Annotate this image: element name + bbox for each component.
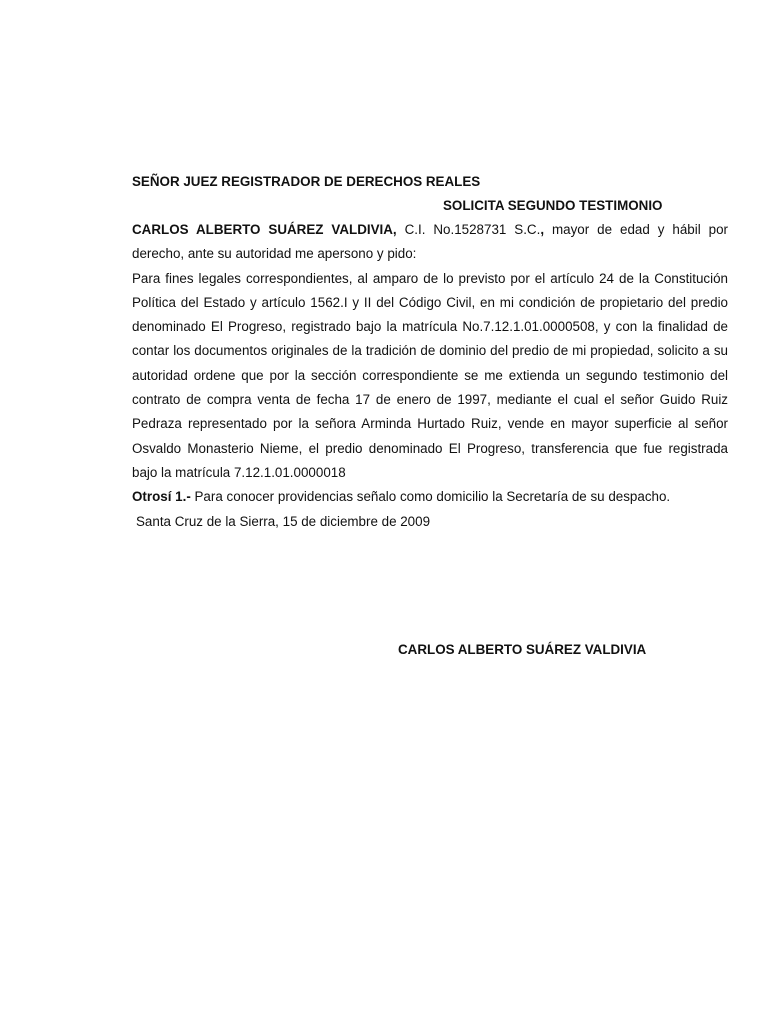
otrosi-text: Para conocer providencias señalo como domicilio la Secretaría de su despacho. [190, 489, 671, 505]
subject-heading: SOLICITA SEGUNDO TESTIMONIO [443, 198, 663, 213]
applicant-name: CARLOS ALBERTO SUÁREZ VALDIVIA, [132, 222, 397, 237]
applicant-id-comma: , [540, 222, 545, 237]
otrosi-paragraph [132, 485, 728, 509]
intro-rest: mayor de edad y hábil por derecho, ante su autoridad me apersono y pido: [132, 222, 728, 262]
signature-name: CARLOS ALBERTO SUÁREZ VALDIVIA [398, 642, 647, 657]
date-line: Santa Cruz de la Sierra, 15 de diciembre de 2009 [136, 513, 431, 529]
intro-paragraph [132, 218, 728, 267]
request-paragraph: Para fines legales correspondientes, al amparo de lo previsto por el artículo 24 de la Constitución Política del Estado y artículo 1562.I y II del Código Civil, en mi condición de propietario del predio denominado El Progreso, registrado bajo la matrícula No.7.12.1.01.0000508, y con la finalidad de contar los documentos originales de la tradición de dominio del predio de mi propiedad, solicito a su autoridad ordene que por la sección correspondiente se me extienda un segundo testimonio del contrato de compra venta de fecha 17 de enero de 1997, mediante el cual el señor Guido Ruiz Pedraza representado por la señora Arminda Hurtado Ruiz, vende en mayor superficie al señor Osvaldo Monasterio Nieme, el predio denominado El Progreso, transferencia que fue registrada bajo la matrícula 7.12.1.01.0000018 [132, 270, 728, 480]
otrosi-label: Otrosí 1.- [132, 489, 191, 505]
addressee-heading: SEÑOR JUEZ REGISTRADOR DE DERECHOS REALES [132, 174, 481, 189]
letter-body [132, 170, 728, 534]
applicant-id: C.I. No.1528731 S.C. [396, 222, 541, 237]
